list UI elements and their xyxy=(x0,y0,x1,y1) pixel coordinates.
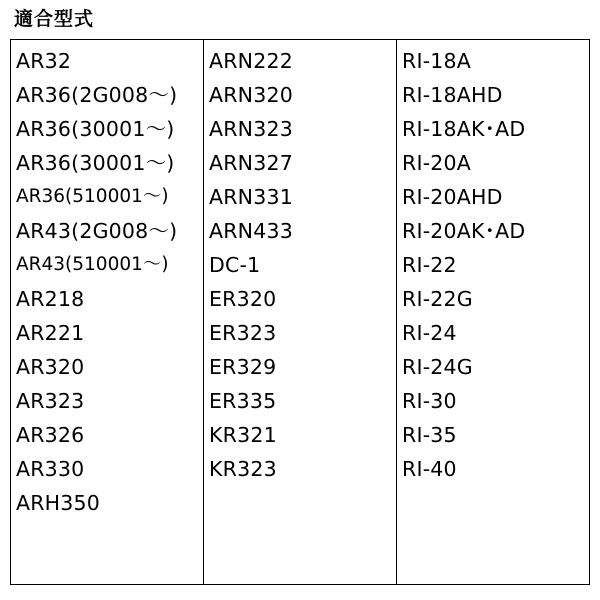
model-item: AR36(30001～) xyxy=(16,117,175,141)
model-item: AR323 xyxy=(16,389,85,413)
model-item: KR323 xyxy=(209,457,277,481)
model-item: AR320 xyxy=(16,355,85,379)
model-table xyxy=(10,39,590,585)
model-item: ER323 xyxy=(209,321,277,345)
model-item: RI-20AK･AD xyxy=(402,219,526,243)
model-item: ARN320 xyxy=(209,83,293,107)
page-title: 適合型式 xyxy=(14,8,95,30)
model-item: RI-40 xyxy=(402,457,457,481)
model-item: RI-22G xyxy=(402,287,473,311)
model-column-2 xyxy=(204,40,397,584)
model-item: RI-20A xyxy=(402,151,471,175)
model-item: ER329 xyxy=(209,355,277,379)
model-item: ARH350 xyxy=(16,491,101,515)
model-item: AR36(2G008～) xyxy=(16,83,178,107)
model-item: DC-1 xyxy=(209,253,261,277)
model-item: AR218 xyxy=(16,287,85,311)
model-item: AR326 xyxy=(16,423,85,447)
model-item: RI-24 xyxy=(402,321,457,345)
model-item: ARN327 xyxy=(209,151,293,175)
model-item: ARN433 xyxy=(209,219,293,243)
model-item: AR36(30001～) xyxy=(16,151,175,175)
model-item: RI-24G xyxy=(402,355,473,379)
model-item: ER320 xyxy=(209,287,277,311)
model-item: RI-35 xyxy=(402,423,457,447)
model-column-3 xyxy=(397,40,589,584)
model-item: RI-18AHD xyxy=(402,83,503,107)
model-item: ARN323 xyxy=(209,117,293,141)
model-item: RI-22 xyxy=(402,253,457,277)
model-item: AR221 xyxy=(16,321,85,345)
model-item: AR43(510001～) xyxy=(16,254,169,275)
model-item: ARN331 xyxy=(209,185,293,209)
model-item: AR330 xyxy=(16,457,85,481)
model-column-1 xyxy=(11,40,204,584)
model-item: RI-30 xyxy=(402,389,457,413)
model-item: KR321 xyxy=(209,423,277,447)
model-item: RI-18A xyxy=(402,49,471,73)
model-item: ER335 xyxy=(209,389,277,413)
model-item: AR43(2G008～) xyxy=(16,219,178,243)
model-item: RI-18AK･AD xyxy=(402,117,526,141)
model-item: RI-20AHD xyxy=(402,185,503,209)
model-item: AR36(510001～) xyxy=(16,186,169,207)
model-item: ARN222 xyxy=(209,49,293,73)
model-item: AR32 xyxy=(16,49,72,73)
